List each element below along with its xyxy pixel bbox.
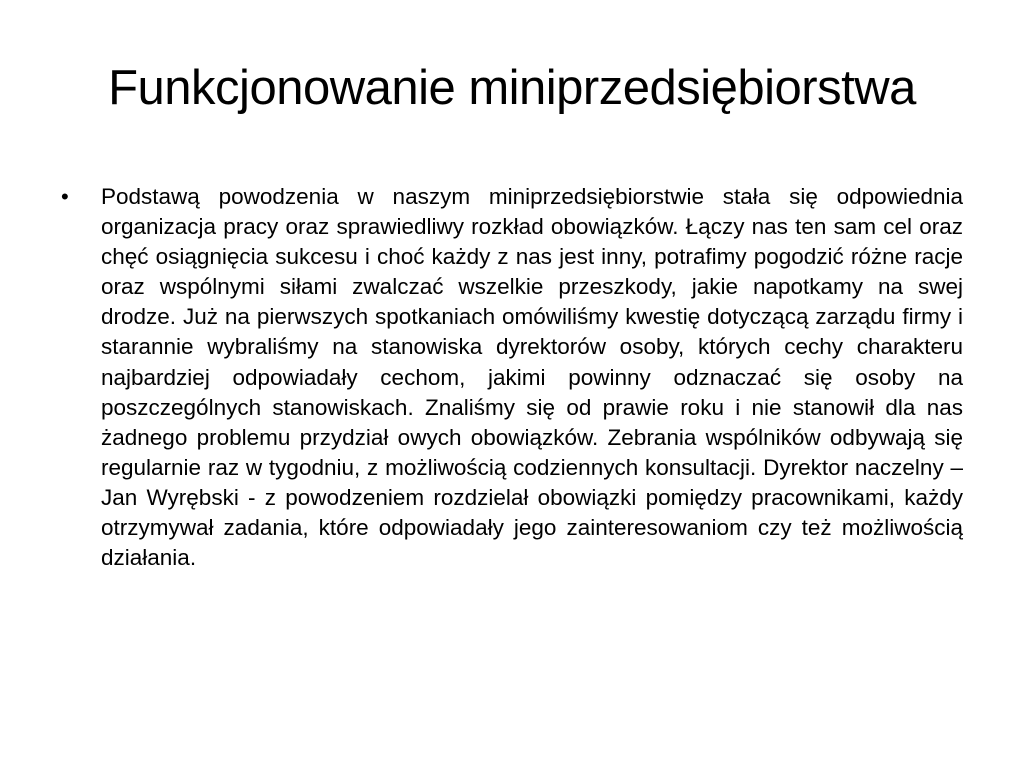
slide-title: Funkcjonowanie miniprzedsiębiorstwa <box>108 61 916 115</box>
bullet-list <box>61 182 963 573</box>
bullet-item <box>61 182 963 573</box>
bullet-icon: • <box>61 184 69 209</box>
bullet-text: Podstawą powodzenia w naszym miniprzedsiębiorstwie stała się odpowiednia organizacja pracy oraz sprawiedliwy rozkład obowiązków. Łączy nas ten sam cel oraz chęć osiągnięcia sukcesu i choć każdy z nas jest inny, potrafimy pogodzić różne racje oraz wspólnymi siłami zwalczać wszelkie przeszkody, jakie napotkamy na swej drodze. Już na pierwszych spotkaniach omówiliśmy kwestię dotyczącą zarządu firmy i starannie wybraliśmy na stanowiska dyrektorów osoby, których cechy charakteru najbardziej odpowiadały cechom, jakimi powinny odznaczać się osoby na poszczególnych stanowiskach. Znaliśmy się od prawie roku i nie stanowił dla nas żadnego problemu przydział owych obowiązków. Zebrania wspólników odbywają się regularnie raz w tygodniu, z możliwością codziennych konsultacji. Dyrektor naczelny – Jan Wyrębski - z powodzeniem rozdzielał obowiązki pomiędzy pracownikami, każdy otrzymywał zadania, które odpowiadały jego zainteresowaniom czy też możliwością działania. <box>101 184 963 571</box>
